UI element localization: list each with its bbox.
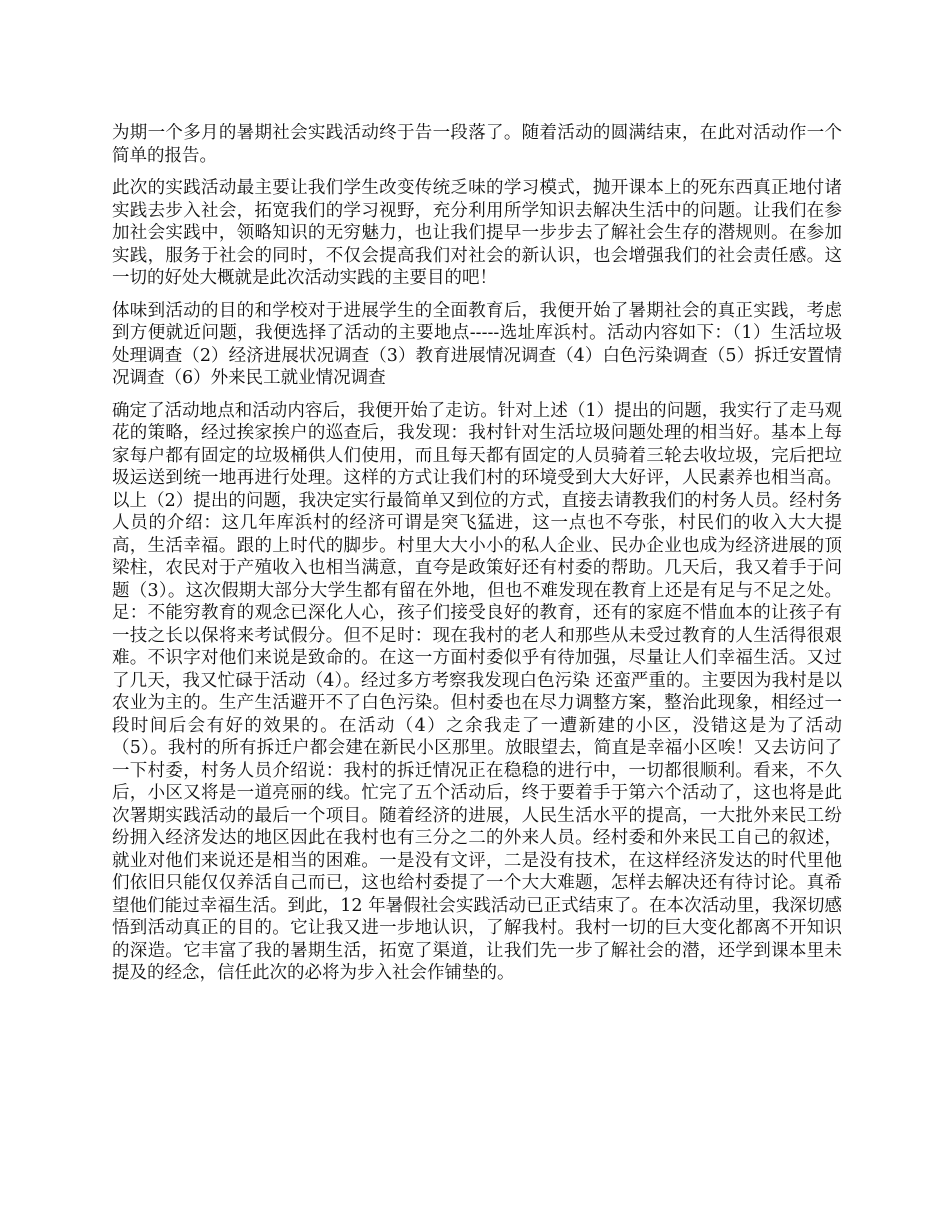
paragraph-purpose: 此次的实践活动最主要让我们学生改变传统乏味的学习模式，抛开课本上的死东西真正地付诸实践去步入社会，拓宽我们的学习视野，充分利用所学知识去解决生活中的问题。让我们在参加社会实践中，领略知识的无穷魅力，也让我们提早一步步去了解社会生存的潜规则。在参加实践，服务于社会的同时，不仅会提高我们对社会的新认识，也会增强我们的社会责任感。这一切的好处大概就是此次活动实践的主要目的吧！ [112, 178, 842, 288]
document-body [112, 122, 842, 995]
paragraph-intro: 为期一个多月的暑期社会实践活动终于告一段落了。随着活动的圆满结束，在此对活动作一个简单的报告。 [112, 123, 842, 166]
paragraph-activity-list: 体味到活动的目的和学校对于进展学生的全面教育后，我便开始了暑期社会的真正实践，考虑到方便就近问题，我便选择了活动的主要地点-----选址库浜村。活动内容如下：（1）生活垃圾处理调查（2）经济进展状况调查（3）教育进展情况调查（4）白色污染调查（5）拆迁安置情况调查（6）外来民工就业情况调查 [112, 300, 842, 388]
paragraph-activity-report: 确定了活动地点和活动内容后，我便开始了走访。针对上述（1）提出的问题，我实行了走马观花的策略，经过挨家挨户的巡查后，我发现：我村针对生活垃圾问题处理的相当好。基本上每家每户都有固定的垃圾桶供人们使用，而且每天都有固定的人员骑着三轮去收垃圾，完后把垃圾运送到统一地再进行处理。这样的方式让我们村的环境受到大大好评，人民素养也相当高。以上（2）提出的问题，我决定实行最简单又到位的方式，直接去请教我们的村务人员。经村务人员的介绍：这几年库浜村的经济可谓是突飞猛进，这一点也不夸张，村民们的收入大大提高，生活幸福。跟的上时代的脚步。村里大大小小的私人企业、民办企业也成为经济进展的顶梁柱，农民对于产殖收入也相当满意，直夸是政策好还有村委的帮助。几天后，我又着手于问题（3）。这次假期大部分大学生都有留在外地，但也不难发现在教育上还是有足与不足之处。足：不能穷教育的观念已深化人心，孩子们接受良好的教育，还有的家庭不惜血本的让孩子有一技之长以保将来考试假分。但不足时：现在我村的老人和那些从未受过教育的人生活得很艰难。不识字对他们来说是致命的。在这一方面村委似乎有待加强，尽量让人们幸福生活。又过了几天，我又忙碌于活动（4）。经过多方考察我发现白色污染 还蛮严重的。主要因为我村是以农业为主的。生产生活避开不了白色污染。但村委也在尽力调整方案，整治此现象，相经过一段时间后会有好的效果的。在活动（4）之余我走了一遭新建的小区，没错这是为了活动（5）。我村的所有拆迁户都会建在新民小区那里。放眼望去，简直是幸福小区唉！又去访问了一下村委，村务人员介绍说：我村的拆迁情况正在稳稳的进行中，一切都很顺利。看来，不久后，小区又将是一道亮丽的线。忙完了五个活动后，终于要着手于第六个活动了，这也将是此次署期实践活动的最后一个项目。随着经济的进展，人民生活水平的提高，一大批外来民工纷纷拥入经济发达的地区因此在我村也有三分之二的外来人员。经村委和外来民工自己的叙述，就业对他们来说还是相当的困难。一是没有文评，二是没有技术，在这样经济发达的时代里他们依旧只能仅仅养活自己而已，这也给村委提了一个大大难题，怎样去解决还有待讨论。真希望他们能过幸福生活。到此，12 年暑假社会实践活动已正式结束了。在本次活动里，我深切感悟到活动真正的目的。它让我又进一步地认识，了解我村。我村一切的巨大变化都离不开知识的深造。它丰富了我的暑期生活，拓宽了渠道，让我们先一步了解社会的潜，还学到课本里未提及的经念，信任此次的必将为步入社会作铺垫的。 [112, 400, 842, 983]
